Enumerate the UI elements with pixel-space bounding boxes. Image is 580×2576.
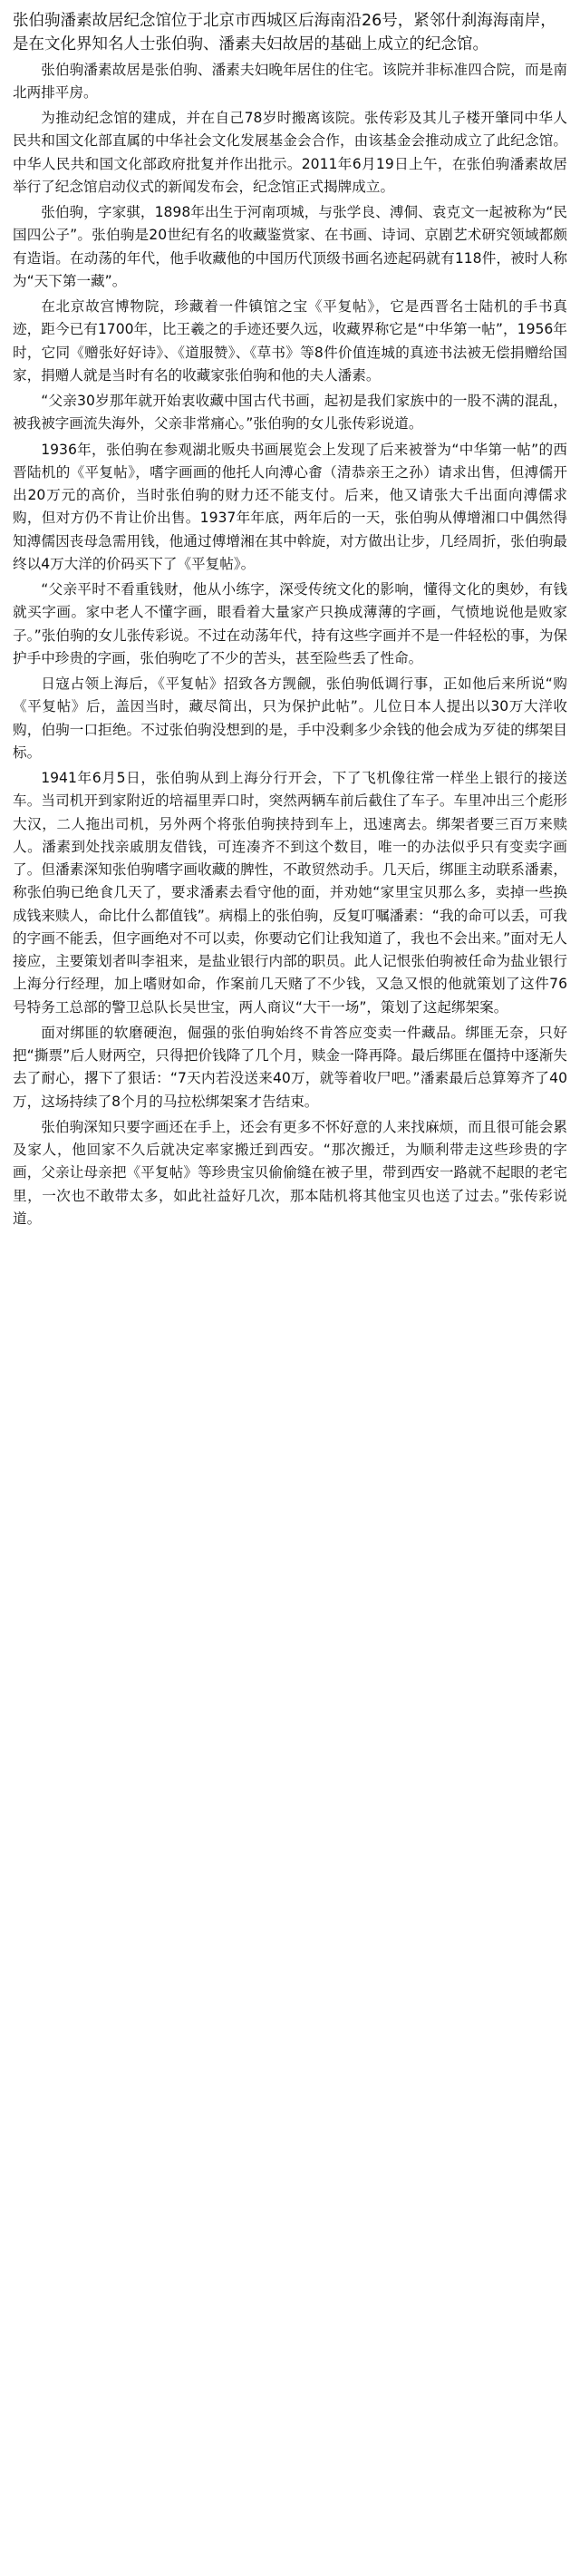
paragraph: “父亲平时不看重钱财，他从小练字，深受传统文化的影响，懂得文化的奥妙，有钱就买字画。家中老人不懂字画，眼看着大量家产只换成薄薄的字画，气愤地说他是败家子。”张伯驹的女儿张传彩说。不过在动荡年代，持有这些字画并不是一件轻松的事，为保护手中珍贵的字画，张伯驹吃了不少的苦头，甚至险些丢了性命。 (13, 581, 567, 666)
paragraph: 日寇占领上海后，《平复帖》招致各方觊觎，张伯驹低调行事，正如他后来所说“购《平复帖》后，盖因当时，藏尽简出，只为保护此帖”。儿位日本人提出以30万大洋收购，伯驹一口拒绝。不过张伯驹没想到的是，手中没剩多少余钱的他会成为歹徒的绑架目标。 (13, 676, 567, 761)
paragraph: 1941年6月5日，张伯驹从到上海分行开会，下了飞机像往常一样坐上银行的接送车。当司机开到家附近的培福里弄口时，突然两辆车前后截住了车子。车里冲出三个彪形大汉，二人拖出司机，另外两个将张伯驹挟持到车上，迅速离去。绑架者要三百万来赎人。潘素到处找亲戚朋友借钱，可连凑齐不到这个数目，唯一的办法似乎只有变卖字画了。但潘素深知张伯驹嗜字画收藏的脾性，不敢贸然动手。几天后，绑匪主动联系潘素，称张伯驹已绝食几天了，要求潘素去看守他的面，并劝她“家里宝贝那么多，卖掉一些换成钱来赎人，命比什么都值钱”。病榻上的张伯驹，反复叮嘱潘素：“我的命可以丢，可我的字画不能丢，但字画绝对不可以卖，你要动它们让我知道了，我也不会出来。”面对无人接应，主要策划者叫李祖来，是盐业银行内部的职员。此人记恨张伯驹被任命为盐业银行上海分行经理，加上嗜财如命，作案前几天赌了不少钱，又急又恨的他就策划了这件76号特务工总部的警卫总队长吴世宝，两人商议“大干一场”，策划了这起绑架案。 (13, 770, 567, 1016)
paragraph: “父亲30岁那年就开始衷收藏中国古代书画，起初是我们家族中的一股不满的混乱，被我被字画流失海外，父亲非常痛心。”张伯驹的女儿张传彩说道。 (13, 393, 567, 433)
paragraph: 张伯驹，字家骐，1898年出生于河南项城，与张学良、溥侗、袁克文一起被称为“民国四公子”。张伯驹是20世纪有名的收藏鉴赏家、在书画、诗词、京剧艺术研究领域都颇有造诣。在动荡的年代，他手收藏他的中国历代顶级书画名迹起码就有118件，被时人称为“天下第一藏”。 (13, 204, 567, 289)
page-title: 张伯驹潘素故居纪念馆位于北京市西城区后海南沿26号，紧邻什刹海海南岸，是在文化界知名人士张伯驹、潘素夫妇故居的基础上成立的纪念馆。 (13, 12, 556, 54)
paragraph: 面对绑匪的软磨硬泡，倔强的张伯驹始终不肯答应变卖一件藏品。绑匪无奈，只好把“撕票”后人财两空，只得把价钱降了几个月，赎金一降再降。最后绑匪在僵持中逐渐失去了耐心，撂下了狠话：“7天内若没送来40万，就等着收尸吧。”潘素最后总算筹齐了40万，这场持续了8个月的马拉松绑架案才告结束。 (13, 1024, 567, 1110)
paragraph: 张伯驹深知只要字画还在手上，还会有更多不怀好意的人来找麻烦，而且很可能会累及家人，他回家不久后就决定率家搬迁到西安。“那次搬迁，为顺利带走这些珍贵的字画，父亲让母亲把《平复帖》等珍贵宝贝偷偷缝在被子里，带到西安一路就不起眼的老宅里，一次也不敢带太多，如此社益好几次，那本陆机将其他宝贝也送了过去。”张传彩说道。 (13, 1118, 567, 1227)
paragraph: 张伯驹潘素故居是张伯驹、潘素夫妇晚年居住的住宅。该院并非标准四合院，而是南北两排平房。 (13, 61, 567, 101)
paragraph: 1936年，张伯驹在参观湖北贩央书画展览会上发现了后来被誉为“中华第一帖”的西晋陆机的《平复帖》，嗜字画画的他托人向溥心畬（清恭亲王之孙）请求出售，但溥儒开出20万元的高价，当时张伯驹的财力还不能支付。后来，他又请张大千出面向溥儒求购，但对方仍不肯让价出售。1937年年底，两年后的一天，张伯驹从傅增湘口中偶然得知溥儒因丧母急需用钱，他通过傅增湘在其中斡旋，对方做出让步，几经周折，张伯驹最终以4万大洋的价码买下了《平复帖》。 (13, 441, 567, 572)
paragraph: 为推动纪念馆的建成，并在自己78岁时搬离该院。张传彩及其儿子楼开肇同中华人民共和国文化部直属的中华社会文化发展基金会合作，由该基金会推动成立了此纪念馆。中华人民共和国文化部政府批复并作出批示。2011年6月19日上午，在张伯驹潘素故居举行了纪念馆启动仪式的新闻发布会，纪念馆正式揭牌成立。 (13, 110, 567, 195)
paragraph: 在北京故宫博物院，珍藏着一件镇馆之宝《平复帖》，它是西晋名士陆机的手书真迹，距今已有1700年，比王羲之的手迹还要久远，收藏界称它是“中华第一帖”，1956年时，它同《赠张好好诗》、《道服赞》、《草书》等8件价值连城的真迹书法被无偿捐赠给国家，捐赠人就是当时有名的收藏家张伯驹和他的夫人潘素。 (13, 298, 567, 384)
